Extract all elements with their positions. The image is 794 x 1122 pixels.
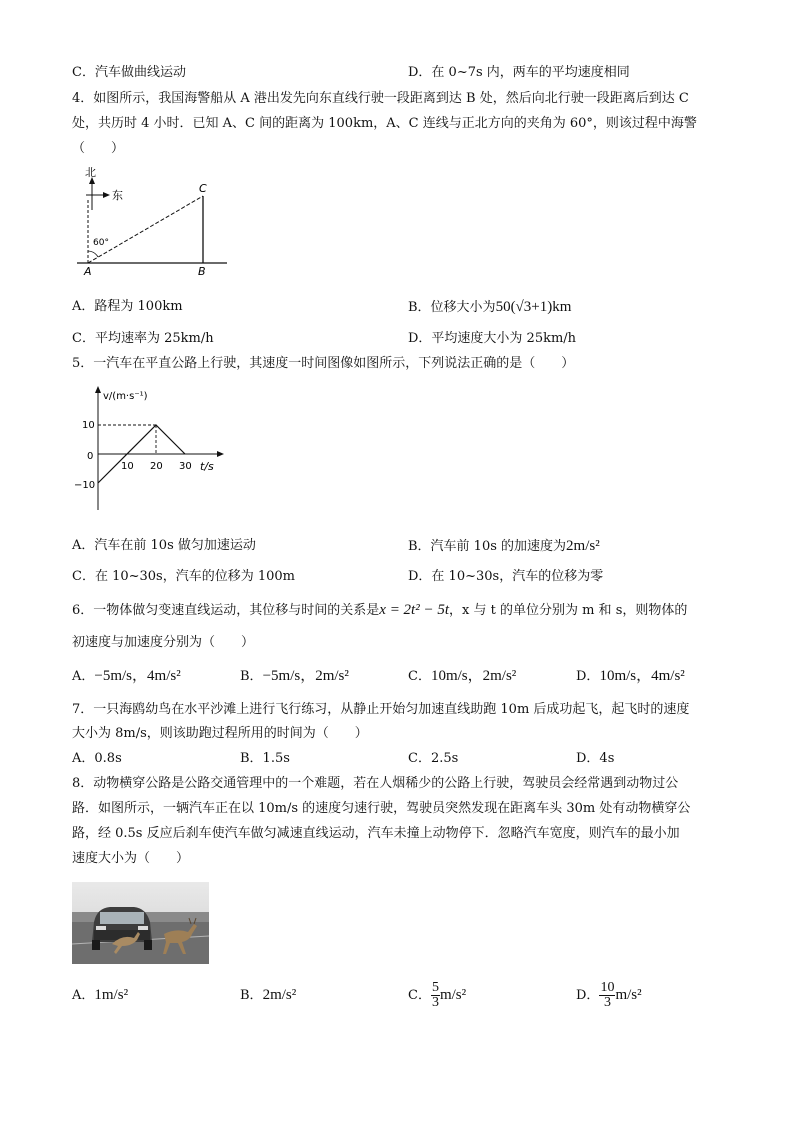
q7-stem-line1: 7．一只海鸥幼鸟在水平沙滩上进行飞行练习，从静止开始匀加速直线助跑 10m 后成功起飞，起飞时的速度: [72, 702, 690, 717]
q7-stem-line2: 大小为 8m/s，则该助跑过程所用的时间为（ ）: [72, 726, 368, 741]
point-a: A: [84, 265, 92, 278]
xtick-30: 30: [179, 461, 192, 472]
east-label: 东: [112, 189, 123, 202]
q8-stem-line4: 速度大小为（ ）: [72, 851, 190, 866]
q6-option-c: C．10m/s，2m/s²: [408, 668, 517, 684]
q4-figure: [72, 165, 232, 280]
q5-option-a: A．汽车在前 10s 做匀加速运动: [72, 538, 256, 553]
ytick-10: 10: [82, 420, 95, 431]
q6-stem-line1: 6．一物体做匀变速直线运动，其位移与时间的关系是x = 2t² − 5t，x 与 t 的单位分别为 m 和 s，则物体的: [72, 602, 688, 618]
q4-option-c: C．平均速率为 25km/h: [72, 331, 214, 346]
q7-option-b: B．1.5s: [240, 751, 290, 766]
point-c: C: [199, 182, 207, 195]
q6-option-b: B．−5m/s，2m/s²: [240, 668, 349, 684]
xtick-10: 10: [121, 461, 134, 472]
x-axis-label: t/s: [200, 460, 214, 473]
q5-vt-graph: [72, 382, 232, 517]
q8-stem-line2: 路．如图所示，一辆汽车正在以 10m/s 的速度匀速行驶，驾驶员突然发现在距离车头 30m 处有动物横穿公: [72, 801, 691, 816]
q8-option-d-fraction: $\frac{10}{3}$: [600, 980, 615, 1010]
q8-option-a: A．1m/s²: [72, 987, 129, 1003]
y-axis-label: v/(m·s⁻¹): [103, 391, 148, 402]
q8-stem-line1: 8．动物横穿公路是公路交通管理中的一个难题，若在人烟稀少的公路上行驶，驾驶员会经常遇到动物过公: [72, 776, 679, 791]
q6-option-a: A．−5m/s，4m/s²: [72, 668, 181, 684]
q3-option-d: D．在 0~7s 内，两车的平均速度相同: [408, 65, 630, 80]
q6-stem-line2: 初速度与加速度分别为（ ）: [72, 635, 255, 650]
q5-option-d: D．在 10~30s，汽车的位移为零: [408, 569, 604, 584]
q8-option-c-fraction: $\frac{5}{3}$: [431, 980, 439, 1010]
q8-photo-car-deer: [72, 882, 209, 964]
ac-dashed-line: [88, 196, 203, 263]
q8-option-c: C． $\frac{5}{3}$ m/s²: [408, 980, 467, 1010]
q7-option-c: C．2.5s: [408, 751, 459, 766]
angle-arc: [88, 251, 98, 257]
ytick-neg10: −10: [74, 480, 96, 491]
q4-option-a: A．路程为 100km: [72, 299, 183, 314]
q4-stem-line1: 4．如图所示，我国海警船从 A 港出发先向东直线行驶一段距离到达 B 处，然后向北行驶一段距离后到达 C: [72, 91, 689, 106]
q8-option-b: B．2m/s²: [240, 987, 297, 1003]
q8-option-d: D． $\frac{10}{3}$ m/s²: [576, 980, 642, 1010]
angle-label: 60°: [93, 238, 109, 248]
q4-stem-line2: 处，共历时 4 小时．已知 A、C 间的距离为 100km，A、C 连线与正北方向的夹角为 60°，则该过程中海警: [72, 116, 697, 131]
q7-option-d: D．4s: [576, 751, 615, 766]
q4-option-b: B．位移大小为50(√3+1)km: [408, 299, 572, 315]
q4-stem-line3: （ ）: [72, 141, 125, 156]
q6-option-d: D．10m/s，4m/s²: [576, 668, 685, 684]
q4-option-d: D．平均速度大小为 25km/h: [408, 331, 577, 346]
north-label: 北: [85, 166, 96, 179]
ytick-0: 0: [87, 451, 94, 462]
xtick-20: 20: [150, 461, 163, 472]
q8-stem-line3: 路，经 0.5s 反应后刹车使汽车做匀减速直线运动，汽车未撞上动物停下．忽略汽车宽度，则汽车的最小加: [72, 826, 680, 841]
q5-stem: 5．一汽车在平直公路上行驶，其速度一时间图像如图所示，下列说法正确的是（ ）: [72, 356, 575, 371]
q5-option-b: B．汽车前 10s 的加速度为2m/s²: [408, 538, 600, 554]
q5-option-c: C．在 10~30s，汽车的位移为 100m: [72, 569, 295, 584]
point-b: B: [198, 265, 206, 278]
q3-option-c: C．汽车做曲线运动: [72, 65, 186, 80]
q7-option-a: A．0.8s: [72, 751, 122, 766]
